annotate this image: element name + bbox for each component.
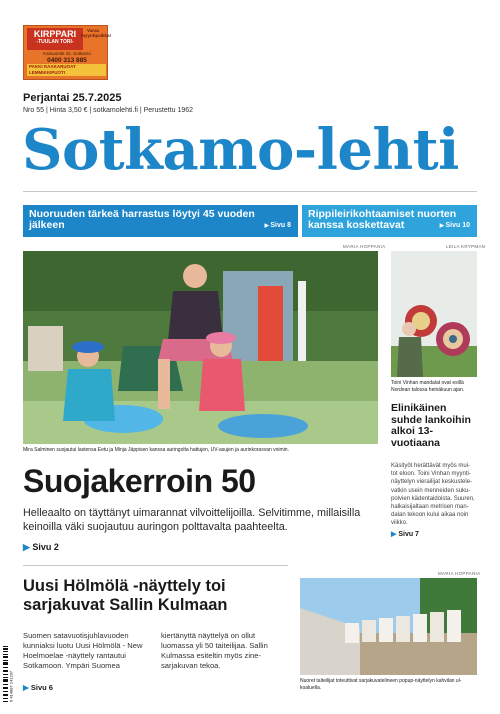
bottom-photo-caption: Nuoret taiteilijat toteuttivat sarjakuvatelineen popup-näyttelyn kahvilan ul- koaluella. <box>300 678 462 691</box>
bottom-story-divider <box>23 565 288 566</box>
advertisement-kirppari[interactable] <box>23 25 112 80</box>
ad-address: Kainuuntie 32, Sotkamo <box>43 51 91 56</box>
ad-strip-right: LEMMIKKIPUOTI <box>29 70 65 75</box>
teaser-page-ref: ▶ Sivu 10 <box>440 220 470 232</box>
teaser-text: Nuoruuden tärkeä harrastus löytyi 45 vuoden jälkeen <box>29 208 255 231</box>
ad-title-box <box>27 28 83 50</box>
bottom-story-headline[interactable]: Uusi Hölmölä -näyttely toi sarjakuvat Sallin Kulmaan <box>23 577 228 614</box>
ad-side-text: Varaa myyntipaikka! <box>81 28 112 38</box>
side-story-body: Käsityöt herättävät myös mui- tot eloon. Toini Vinhan myynti- näyttelyn vierailijat keskustele- vatkin usein menneiden suku- polvien kädentaidoista. Suuren, halkaisijaltaan metrisen man- dalan tekoon kului aikaa noin viikko. <box>391 463 475 527</box>
side-photo-caption: Toini Vinhan mandalat ovat esillä Nordean talossa heinäkuun ajan. <box>391 380 465 393</box>
beach-family-illustration <box>23 251 378 444</box>
ad-title: KIRPPARI <box>33 29 77 39</box>
teaser-text: Rippileirikohtaamiset nuorten kanssa koskettavat <box>308 208 457 231</box>
main-photo-credit: MARIA HOPPANIA <box>343 244 386 249</box>
bottom-story-page-ref[interactable]: ▶ Sivu 6 <box>23 683 53 692</box>
main-lead: Helleaalto on täyttänyt uimarannat vilvoittelijoilla. Selvitimme, millaisilla keinoilla väki suojautuu auringon polttavalta paahteelta. <box>23 507 361 533</box>
side-story-photo[interactable] <box>391 251 477 377</box>
barcode-bars <box>2 645 14 703</box>
main-story-photo[interactable] <box>23 251 378 444</box>
bottom-story-col-2: kiertänyttä näyttelyä on ollut luomassa yli 50 taiteilijaa. Sallin Kulmassa esiteltin myös zine- sarjakuvan tekoa. <box>161 631 268 670</box>
barcode-number: 6 414887 141297 <box>8 670 14 702</box>
masthead-divider <box>23 191 477 192</box>
side-story-page-ref[interactable]: ▶ Sivu 7 <box>391 530 419 538</box>
bottom-story-photo[interactable] <box>300 578 477 675</box>
main-story-page-ref[interactable]: ▶ Sivu 2 <box>23 542 59 553</box>
comic-exhibition-illustration <box>300 578 477 675</box>
bottom-photo-credit: MARIA HOPPANIA <box>438 571 481 576</box>
main-photo-caption: Mira Salminen suojautui lastensa Eetu ja Minja Jäppisen kanssa auringolta hattujen, UV-asujen ja aurinkorasvan voimin. <box>23 447 289 453</box>
barcode <box>2 645 14 703</box>
teaser-hobby[interactable] <box>23 205 298 237</box>
main-headline[interactable]: Suojakerroin 50 <box>23 463 256 499</box>
masthead-title[interactable]: Sotkamo-lehti <box>22 117 459 183</box>
issue-meta: Nro 55 | Hinta 3,50 € | sotkamolehti.fi | Perustettu 1962 <box>23 107 194 114</box>
mandala-exhibition-illustration <box>391 251 477 377</box>
issue-date: Perjantai 25.7.2025 <box>23 92 122 104</box>
ad-phone: 0400 313 885 <box>47 57 87 64</box>
teaser-page-ref: ▶ Sivu 8 <box>265 220 291 232</box>
ad-strip-left: PAKKI RAAKARUOAT <box>29 64 76 69</box>
ad-subtitle: -TUULAN TORI- <box>36 39 74 45</box>
bottom-story-col-1: Suomen satavuotisjuhlavuoden kunniaksi luotu Uusi Hölmölä - New Hoelmoelae -näyttely rantautui Sotkamoon. Ympäri Suomea <box>23 631 143 670</box>
side-photo-credit: LEILA KRYPMAN <box>446 244 486 249</box>
ad-strip <box>27 64 106 76</box>
side-story-headline[interactable]: Elinikäinen suhde lankoihin alkoi 13-vuotiaana <box>391 402 471 449</box>
teaser-confirmation-camp[interactable] <box>302 205 477 237</box>
